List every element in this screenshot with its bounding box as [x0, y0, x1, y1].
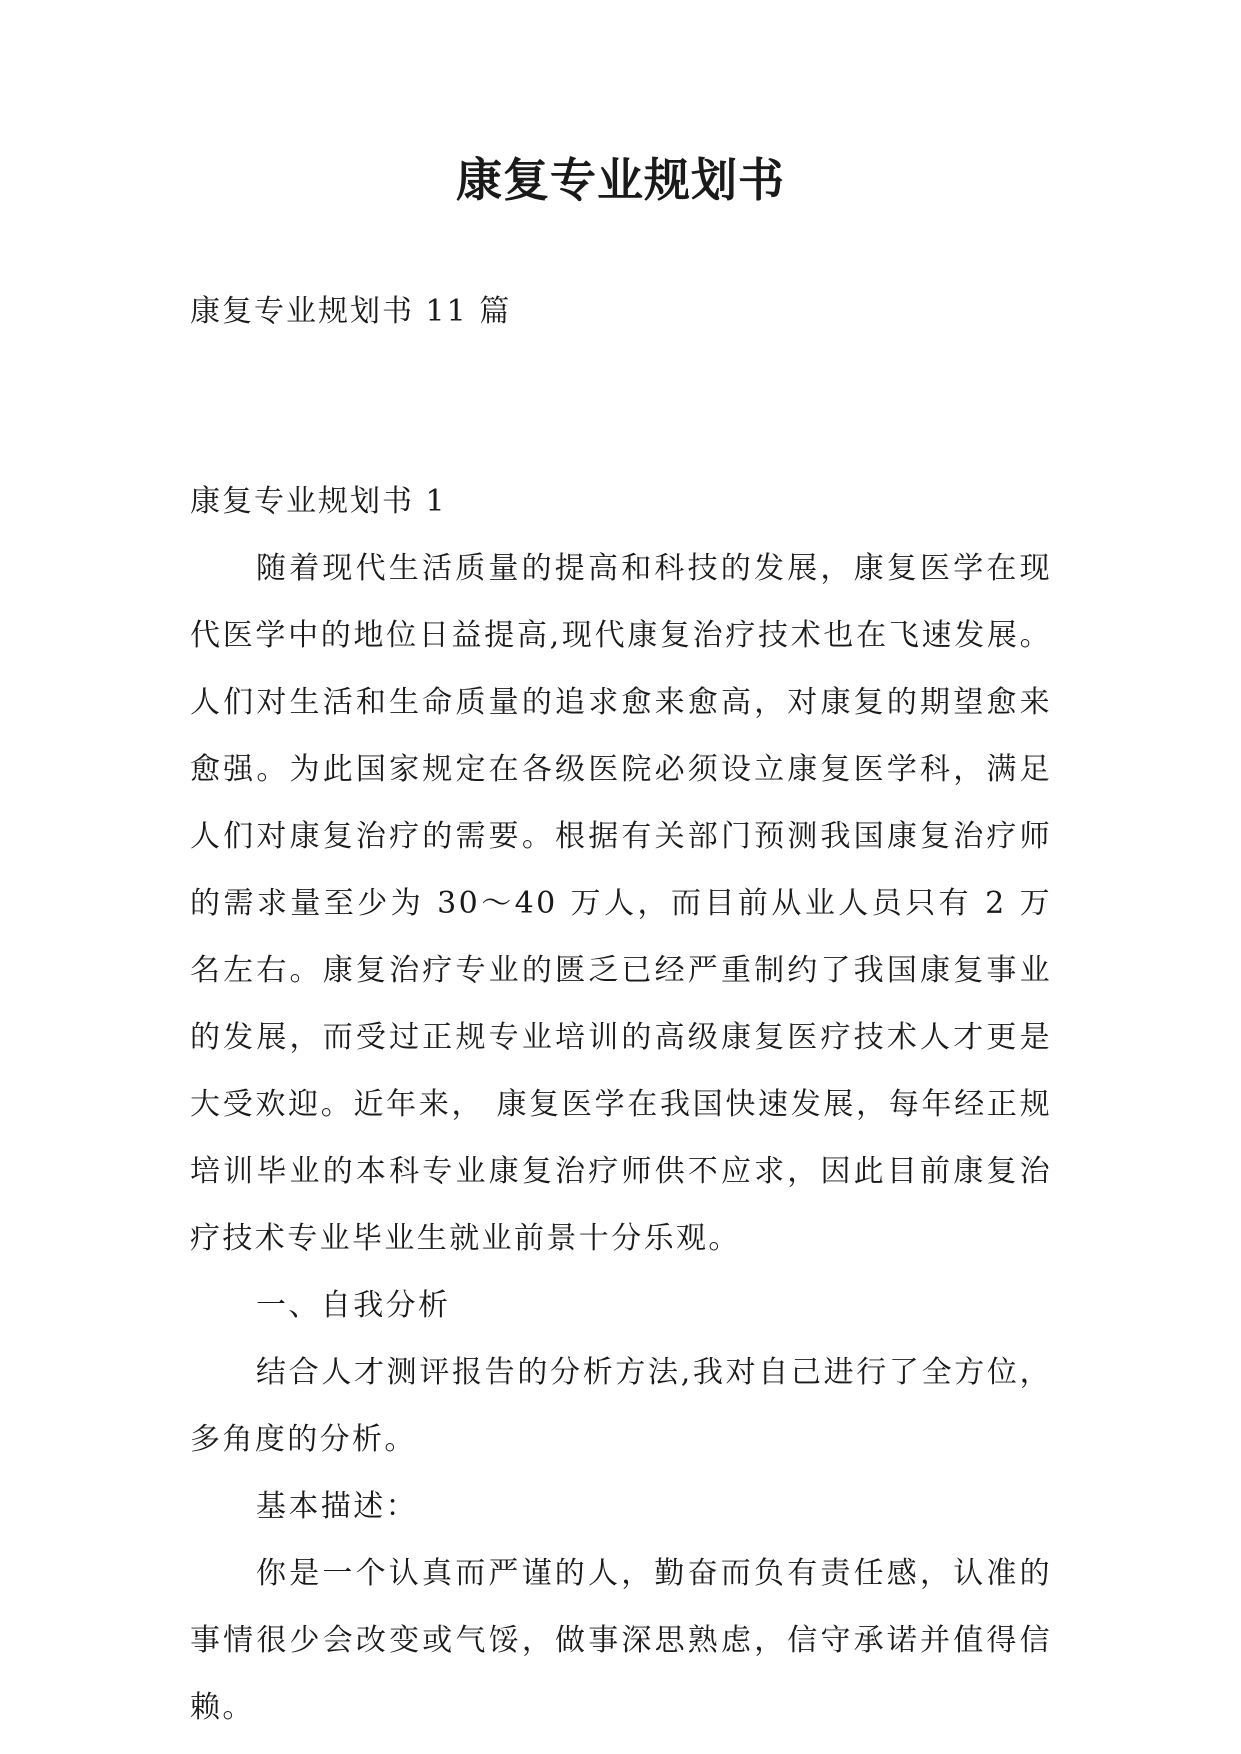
document-title: 康复专业规划书 — [456, 153, 785, 207]
paragraph-intro: 随着现代生活质量的提高和科技的发展，康复医学在现代医学中的地位日益提高,现代康复治疗技术也在飞速发展。人们对生活和生命质量的追求愈来愈高，对康复的期望愈来愈强。为此国家规定在各级医院必须设立康复医学科，满足人们对康复治疗的需要。根据有关部门预测我国康复治疗师的需求量至少为 30～40 万人，而目前从业人员只有 2 万名左右。康复治疗专业的匮乏已经严重制约了我国康复事业的发展，而受过正规专业培训的高级康复医疗技术人才更是大受欢迎。近年来， 康复医学在我国快速发展，每年经正规培训毕业的本科专业康复治疗师供不应求，因此目前康复治疗技术专业毕业生就业前景十分乐观。 — [190, 551, 1052, 1256]
heading-self-analysis: 一、自我分析 — [256, 1288, 451, 1323]
document-body — [190, 468, 1052, 1741]
paragraph-personality: 你是一个认真而严谨的人，勤奋而负有责任感，认准的事情很少会改变或气馁，做事深思熟虑，信守承诺并值得信赖。 — [190, 1556, 1052, 1725]
paragraph-analysis-method: 结合人才测评报告的分析方法,我对自己进行了全方位，多角度的分析。 — [190, 1355, 1052, 1457]
section-heading: 康复专业规划书 1 — [190, 484, 447, 519]
heading-basic-description: 基本描述： — [256, 1489, 418, 1524]
document-subtitle: 康复专业规划书 11 篇 — [190, 294, 512, 329]
